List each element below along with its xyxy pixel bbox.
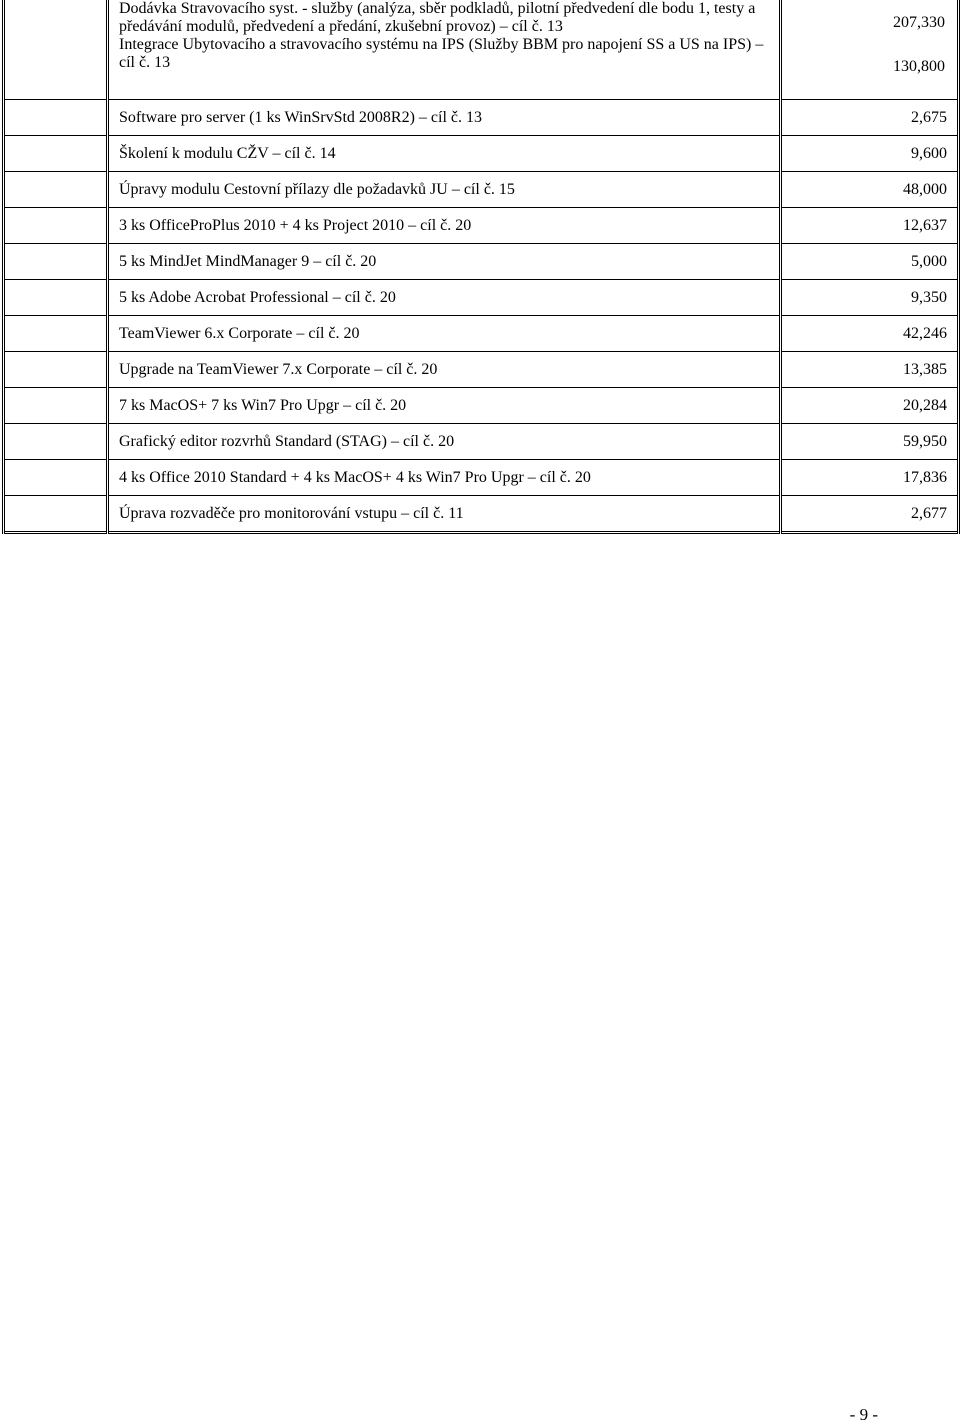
value-cell: 17,836	[781, 460, 959, 496]
table-row	[4, 100, 959, 136]
table-row	[4, 424, 959, 460]
table-row	[4, 388, 959, 424]
left-empty-cell	[4, 352, 108, 388]
table-row-shared	[4, 0, 959, 100]
left-empty-cell	[4, 388, 108, 424]
value-cell: 59,950	[781, 424, 959, 460]
left-empty-cell	[4, 208, 108, 244]
value-cell: 5,000	[781, 244, 959, 280]
left-empty-cell	[4, 424, 108, 460]
description-cell: 7 ks MacOS+ 7 ks Win7 Pro Upgr – cíl č. 20	[108, 388, 781, 424]
description-cell: Úpravy modulu Cestovní přílazy dle požadavků JU – cíl č. 15	[108, 172, 781, 208]
value-cell: 9,600	[781, 136, 959, 172]
left-empty-cell	[4, 136, 108, 172]
value-cell: 9,350	[781, 280, 959, 316]
description-cell: 4 ks Office 2010 Standard + 4 ks MacOS+ 4 ks Win7 Pro Upgr – cíl č. 20	[108, 460, 781, 496]
description-cell: 5 ks Adobe Acrobat Professional – cíl č. 20	[108, 280, 781, 316]
description-cell: Školení k modulu CŽV – cíl č. 14	[108, 136, 781, 172]
left-empty-cell	[4, 100, 108, 136]
table-row	[4, 460, 959, 496]
value-cell: 20,284	[781, 388, 959, 424]
value-cell: 48,000	[781, 172, 959, 208]
table-row	[4, 280, 959, 316]
table-row	[4, 208, 959, 244]
table-row	[4, 316, 959, 352]
left-empty-cell	[4, 172, 108, 208]
description-cell-shared	[108, 0, 781, 100]
left-empty-cell	[4, 316, 108, 352]
description-cell: Upgrade na TeamViewer 7.x Corporate – cíl č. 20	[108, 352, 781, 388]
table-row	[4, 496, 959, 533]
value-cell: 12,637	[781, 208, 959, 244]
left-empty-cell	[4, 496, 108, 533]
budget-table	[2, 0, 960, 534]
left-empty-cell	[4, 0, 108, 100]
table-row	[4, 352, 959, 388]
value-cell: 2,677	[781, 496, 959, 533]
description-cell: 5 ks MindJet MindManager 9 – cíl č. 20	[108, 244, 781, 280]
value-cell: 42,246	[781, 316, 959, 352]
description-cell: Software pro server (1 ks WinSrvStd 2008R2) – cíl č. 13	[108, 100, 781, 136]
description-text: Dodávka Stravovacího syst. - služby (analýza, sběr podkladů, pilotní předvedení dle bodu 1, testy a předávání modulů, předvedení a předání, zkušební provoz) – cíl č. 13	[119, 0, 756, 35]
value-cell: 2,675	[781, 100, 959, 136]
page-number: - 9 -	[849, 1405, 878, 1424]
left-empty-cell	[4, 460, 108, 496]
left-empty-cell	[4, 280, 108, 316]
table-row	[4, 172, 959, 208]
description-cell: Úprava rozvaděče pro monitorování vstupu – cíl č. 11	[108, 496, 781, 533]
description-cell: TeamViewer 6.x Corporate – cíl č. 20	[108, 316, 781, 352]
value-text: 130,800	[893, 58, 945, 75]
description-cell: Grafický editor rozvrhů Standard (STAG) – cíl č. 20	[108, 424, 781, 460]
value-cell-shared	[781, 0, 959, 100]
value-text: 207,330	[893, 14, 945, 31]
description-text: Integrace Ubytovacího a stravovacího systému na IPS (Služby BBM pro napojení SS a US na IPS) – cíl č. 13	[119, 36, 764, 71]
description-cell: 3 ks OfficeProPlus 2010 + 4 ks Project 2010 – cíl č. 20	[108, 208, 781, 244]
table-row	[4, 244, 959, 280]
value-cell: 13,385	[781, 352, 959, 388]
left-empty-cell	[4, 244, 108, 280]
table-row	[4, 136, 959, 172]
